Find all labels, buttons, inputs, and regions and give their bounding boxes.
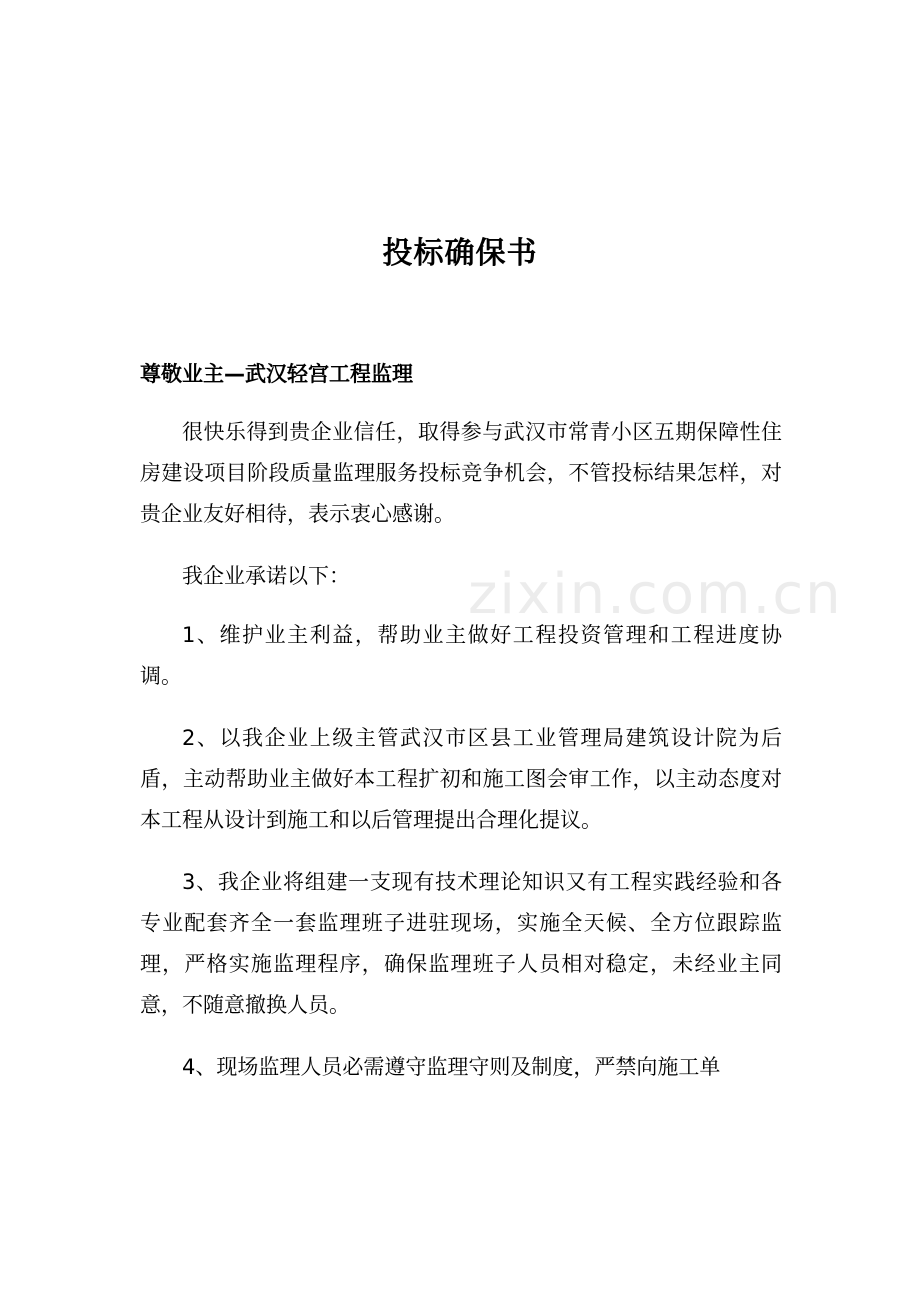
paragraph-item-4: 4、现场监理人员必需遵守监理守则及制度，严禁向施工单 <box>182 1055 721 1079</box>
paragraph-item-2: 2、以我企业上级主管武汉市区县工业管理局建筑设计院为后盾，主动帮助业主做好本工程扩初和施工图会审工作，以主动态度对本工程从设计到施工和以后管理提出合理化提议。 <box>140 726 782 832</box>
paragraph-item-1: 1、维护业主利益，帮助业主做好工程投资管理和工程进度协调。 <box>140 623 782 688</box>
salutation: 尊敬业主—武汉轻宫工程监理 <box>140 362 413 386</box>
paragraph-intro: 很快乐得到贵企业信任，取得参与武汉市常青小区五期保障性住房建设项目阶段质量监理服务投标竞争机会，不管投标结果怎样，对贵企业友好相待，表示衷心感谢。 <box>140 420 782 526</box>
document-body <box>140 412 782 1109</box>
paragraph-commitment-heading: 我企业承诺以下： <box>182 564 350 588</box>
watermark: zixin.com.cn <box>468 562 843 627</box>
paragraph-item-3: 3、我企业将组建一支现有技术理论知识又有工程实践经验和各专业配套齐全一套监理班子进驻现场，实施全天候、全方位跟踪监理，严格实施监理程序，确保监理班子人员相对稳定，未经业主同意，不随意撤换人员。 <box>140 870 782 1017</box>
document-title: 投标确保书 <box>382 236 538 271</box>
